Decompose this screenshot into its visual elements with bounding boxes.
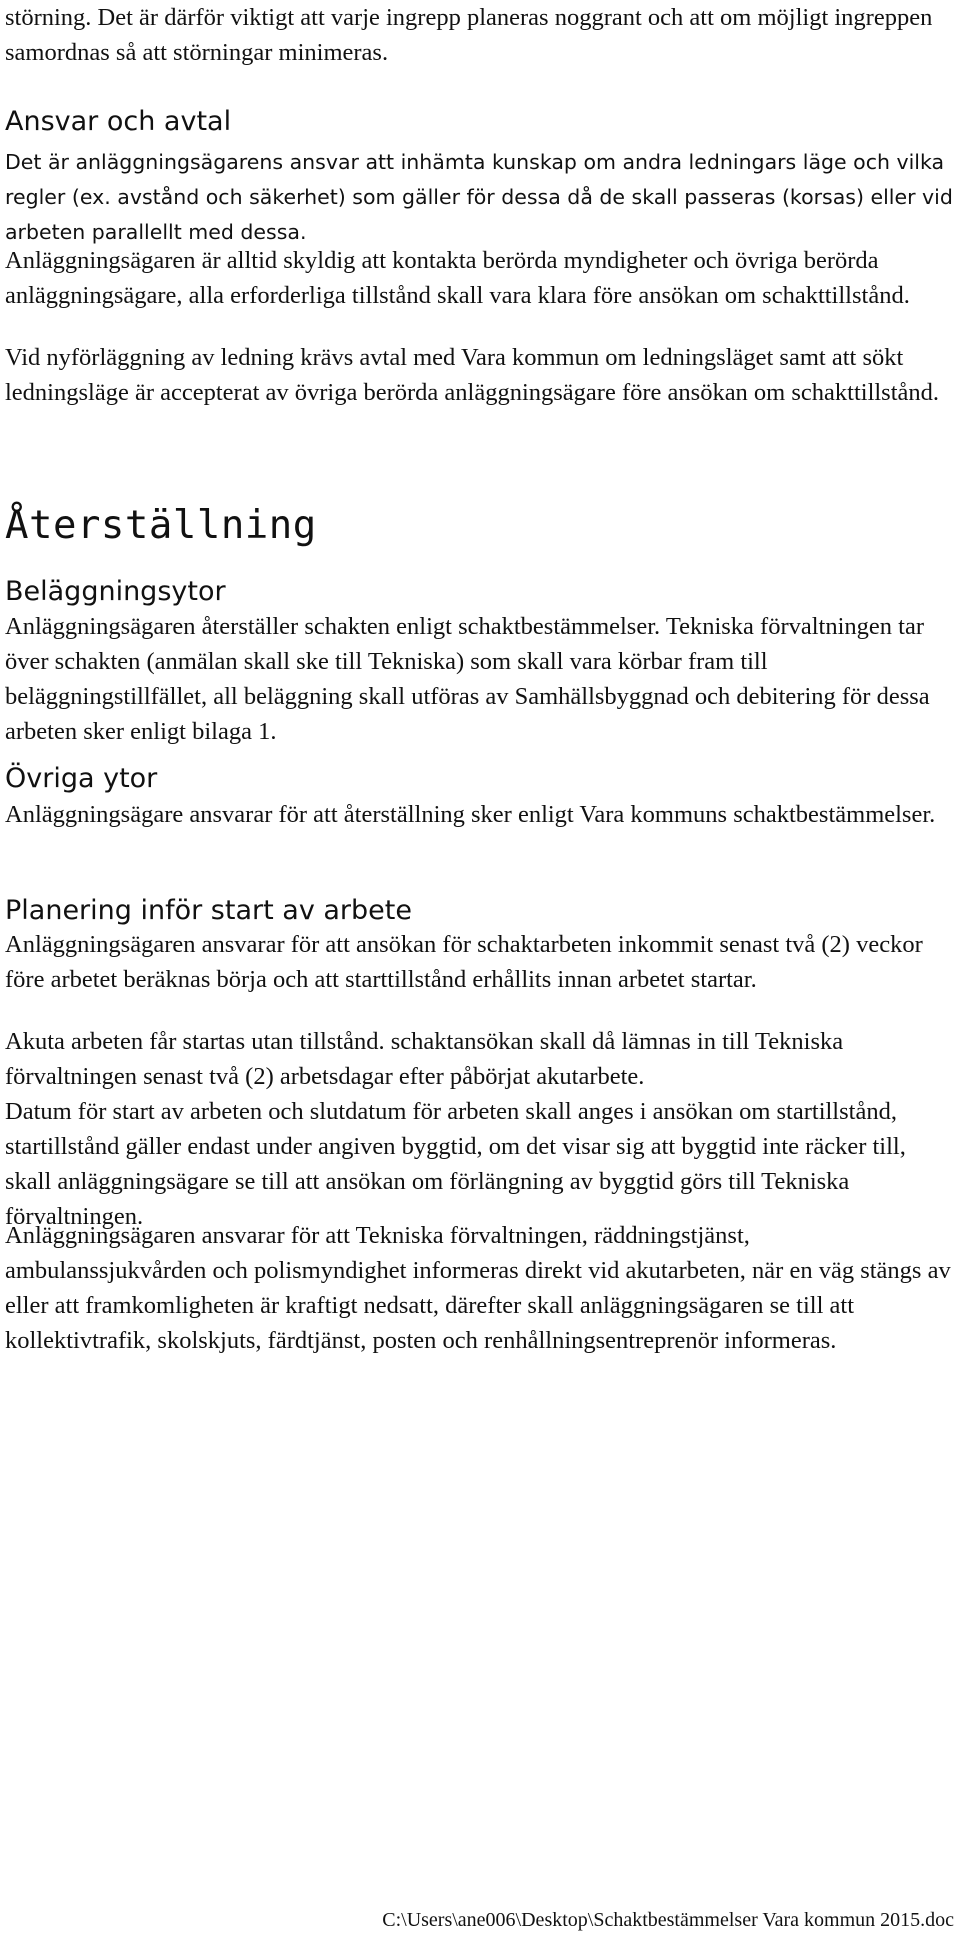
- planering-paragraph-3: Datum för start av arbeten och slutdatum för arbeten skall anges i ansökan om startillstånd, startillstånd gäller endast under angiven byggtid, om det visar sig att byggtid inte räcker till, skall anläggningsägare se till att ansökan om förlängning av byggtid görs till Tekniska förvaltningen.: [5, 1098, 906, 1230]
- footer-file-path: C:\Users\ane006\Desktop\Schaktbestämmelser Vara kommun 2015.doc: [382, 1909, 954, 1931]
- ansvar-paragraph-2: Anläggningsägaren är alltid skyldig att kontakta berörda myndigheter och övriga berörda anläggningsägare, alla erforderliga tillstånd skall vara klara före ansökan om schakttillstånd.: [5, 247, 910, 309]
- heading-ansvar-och-avtal: Ansvar och avtal: [5, 106, 232, 137]
- heading-belaggningsytor: Beläggningsytor: [5, 576, 226, 607]
- ansvar-paragraph-3: Vid nyförläggning av ledning krävs avtal med Vara kommun om ledningsläget samt att sökt ledningsläge är accepterat av övriga berörda anläggningsägare före ansökan om schakttillstånd.: [5, 344, 940, 406]
- heading-aterstallning: Återställning: [5, 503, 317, 548]
- heading-ovriga-ytor: Övriga ytor: [5, 763, 158, 794]
- belaggningsytor-paragraph: Anläggningsägaren återställer schakten enligt schaktbestämmelser. Tekniska förvaltningen tar över schakten (anmälan skall ske till Tekniska) som skall vara körbar fram till beläggningstillfället, all beläggning skall utföras av Samhällsbyggnad och debitering för dessa arbeten sker enligt bilaga 1.: [5, 613, 930, 745]
- intro-paragraph: störning. Det är därför viktigt att varje ingrepp planeras noggrant och att om möjligt ingreppen samordnas så att störningar minimeras.: [5, 4, 933, 66]
- ovriga-ytor-paragraph: Anläggningsägare ansvarar för att återställning sker enligt Vara kommuns schaktbestämmelser.: [5, 801, 936, 828]
- planering-paragraph-4: Anläggningsägaren ansvarar för att Tekniska förvaltningen, räddningstjänst, ambulanssjukvården och polismyndighet informeras direkt vid akutarbeten, när en väg stängs av eller att framkomligheten är kraftigt nedsatt, därefter skall anläggningsägaren se till att kollektivtrafik, skolskjuts, färdtjänst, posten och renhållningsentreprenör informeras.: [5, 1222, 951, 1354]
- heading-planering: Planering inför start av arbete: [5, 895, 412, 926]
- ansvar-paragraph-1: Det är anläggningsägarens ansvar att inhämta kunskap om andra ledningars läge och vilka regler (ex. avstånd och säkerhet) som gäller för dessa då de skall passeras (korsas) eller vid arbeten parallellt med dessa.: [5, 150, 953, 244]
- planering-paragraph-2: Akuta arbeten får startas utan tillstånd. schaktansökan skall då lämnas in till Tekniska förvaltningen senast två (2) arbetsdagar efter påbörjat akutarbete.: [5, 1028, 844, 1090]
- planering-paragraph-1: Anläggningsägaren ansvarar för att ansökan för schaktarbeten inkommit senast två (2) veckor före arbetet beräknas börja och att starttillstånd erhållits innan arbetet startar.: [5, 931, 923, 993]
